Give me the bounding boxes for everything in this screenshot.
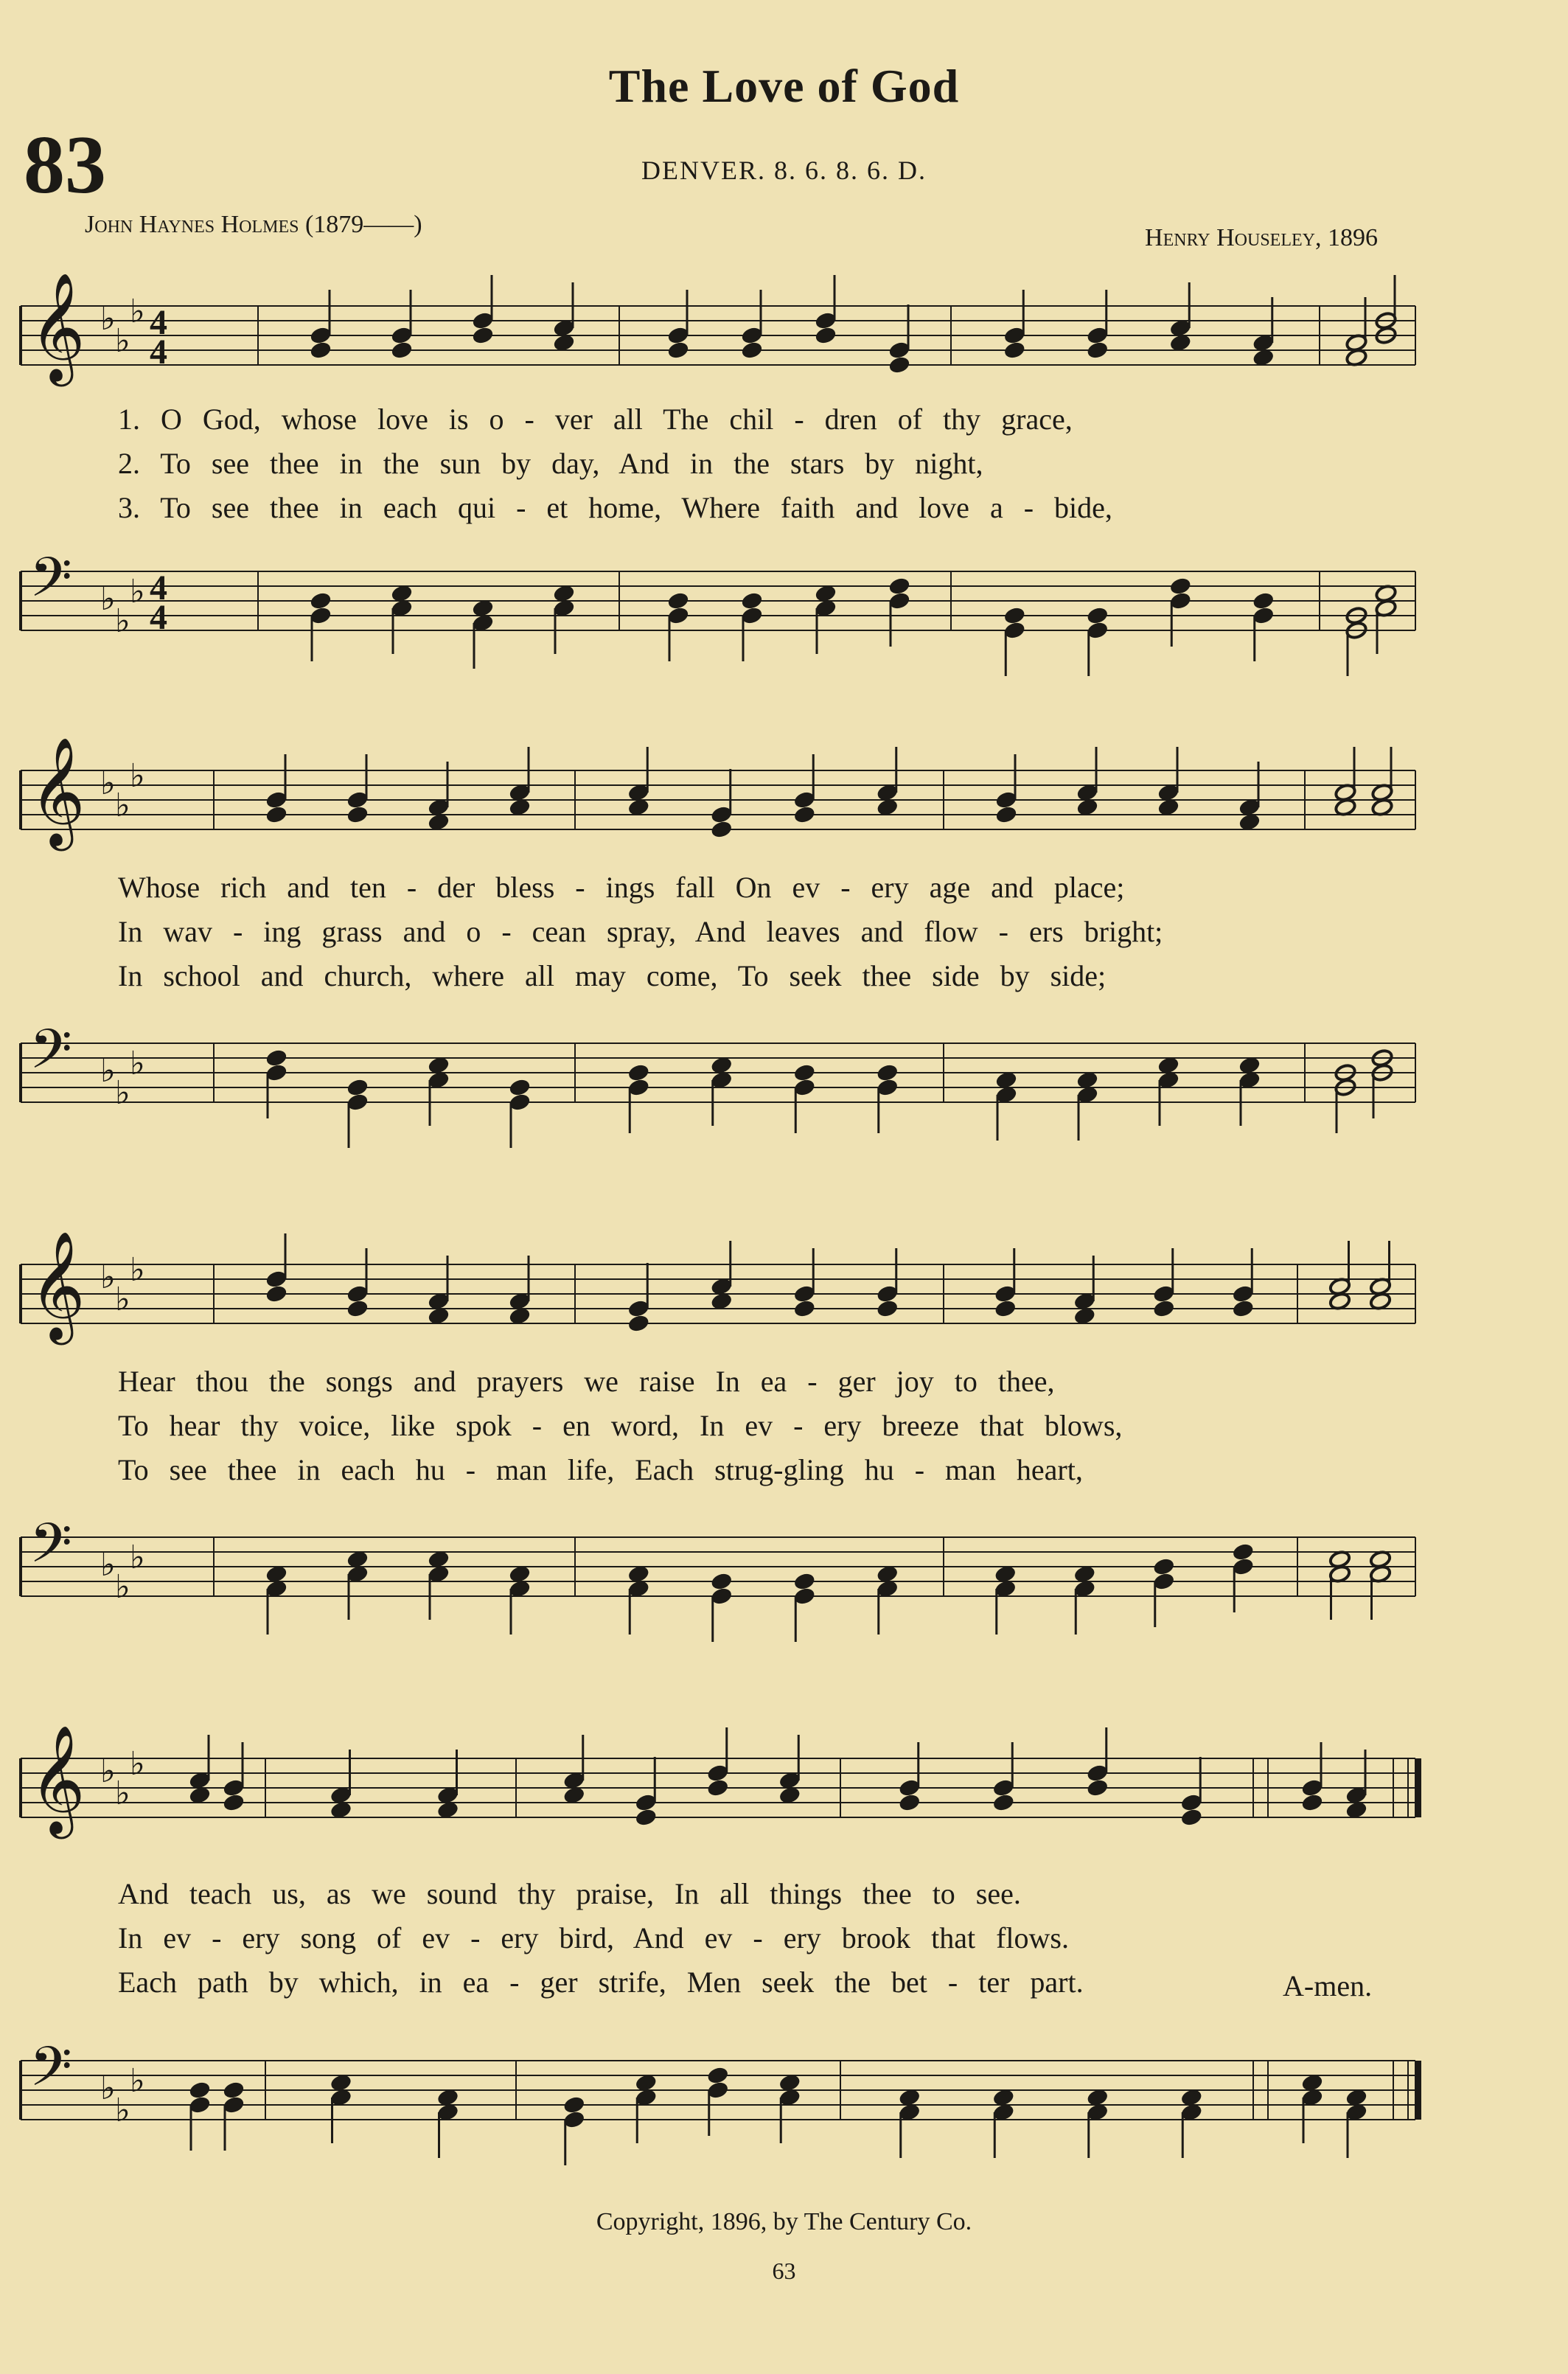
note-head: [635, 1808, 658, 1827]
flat-sign-icon: ♭: [115, 1074, 130, 1112]
flat-sign-icon: ♭: [115, 1775, 130, 1812]
lyric-line-verse-1: Whose rich and ten - der bless - ings fall On ev - ery age and place;: [118, 871, 1125, 904]
note-head: [1152, 1557, 1175, 1576]
note-head: [667, 341, 690, 360]
note-head: [706, 2066, 729, 2085]
bass-staff: [15, 1010, 1430, 1135]
note-head: [310, 591, 332, 610]
note-head: [1169, 577, 1192, 596]
lyric-line-verse-3: In school and church, where all may come, To seek thee side by side;: [118, 959, 1107, 992]
music-system-2: [15, 723, 1430, 1135]
note-head: [1301, 1793, 1324, 1812]
treble-staff: [15, 1231, 1430, 1357]
copyright-notice: Copyright, 1896, by The Century Co.: [596, 2208, 972, 2235]
note-head: [391, 341, 414, 360]
flat-sign-icon: ♭: [115, 2092, 130, 2129]
amen-lyric: A-men.: [1283, 1969, 1373, 2002]
bass-staff: [15, 1504, 1430, 1629]
lyric-line-verse-2: 2. To see thee in the sun by day, And in the stars by night,: [118, 447, 983, 480]
bass-clef-icon: 𝄢: [29, 1511, 72, 1589]
note-head: [741, 591, 764, 610]
note-head: [1086, 1778, 1109, 1797]
music-system-3: [15, 1216, 1430, 1629]
lyric-line-verse-1: And teach us, as we sound thy praise, In all things thee to see.: [118, 1877, 1021, 1910]
note-head: [793, 1299, 816, 1318]
note-head: [898, 1793, 921, 1812]
note-head: [710, 820, 733, 839]
note-head: [995, 805, 1018, 824]
bass-clef-icon: 𝄢: [29, 1017, 72, 1095]
lyric-line-verse-3: To see thee in each hu - man life, Each strug-gling hu - man heart,: [118, 1453, 1083, 1486]
flat-sign-icon: ♭: [130, 2062, 145, 2100]
note-head: [741, 341, 764, 360]
note-head: [876, 1299, 899, 1318]
page-number: 63: [772, 2258, 796, 2284]
note-head: [706, 1778, 729, 1797]
note-head: [223, 1793, 245, 1812]
treble-clef-icon: 𝄞: [29, 737, 86, 846]
note-head: [562, 2095, 585, 2114]
note-head: [265, 1284, 288, 1303]
treble-clef-icon: 𝄞: [29, 1724, 86, 1834]
note-head: [888, 577, 911, 596]
flat-sign-icon: ♭: [130, 573, 145, 610]
flat-sign-icon: ♭: [115, 1568, 130, 1606]
note-head: [710, 1572, 733, 1591]
composer-credit: Henry Houseley, 1896: [1145, 224, 1378, 251]
note-head: [1232, 1542, 1255, 1562]
lyric-line-verse-1: Hear thou the songs and prayers we raise In ea - ger joy to thee,: [118, 1365, 1055, 1398]
note-head: [992, 1793, 1015, 1812]
note-head: [1086, 341, 1109, 360]
note-head: [1003, 341, 1026, 360]
flat-sign-icon: ♭: [115, 322, 130, 360]
note-head: [1086, 606, 1109, 625]
note-head: [667, 591, 690, 610]
treble-staff: [15, 737, 1430, 863]
treble-staff: [15, 273, 1430, 398]
lyric-line-verse-1: 1. O God, whose love is o - ver all The chil - dren of thy grace,: [118, 403, 1073, 436]
note-head: [310, 341, 332, 360]
note-head: [815, 326, 837, 345]
flat-sign-icon: ♭: [100, 1752, 116, 1790]
treble-staff: [15, 1725, 1430, 1851]
music-system-4: [15, 1710, 1430, 2168]
note-head: [265, 1048, 288, 1068]
flat-sign-icon: ♭: [100, 765, 116, 802]
lyric-line-verse-2: In ev - ery song of ev - ery bird, And ev - ery brook that flows.: [118, 1921, 1069, 1954]
flat-sign-icon: ♭: [130, 293, 145, 330]
flat-sign-icon: ♭: [130, 1539, 145, 1576]
flat-sign-icon: ♭: [100, 300, 116, 338]
time-signature-top: 4: [150, 568, 167, 608]
lyric-line-verse-3: 3. To see thee in each qui - et home, Where faith and love a - bide,: [118, 491, 1112, 524]
flat-sign-icon: ♭: [100, 1546, 116, 1584]
hymn-number: 83: [24, 119, 106, 211]
flat-sign-icon: ♭: [100, 2070, 116, 2107]
hymn-title: The Love of God: [608, 60, 960, 112]
bass-staff: [15, 538, 1430, 664]
time-signature-bottom: 4: [150, 598, 167, 637]
note-head: [472, 326, 495, 345]
note-head: [793, 805, 816, 824]
note-head: [627, 1063, 650, 1082]
flat-sign-icon: ♭: [130, 1745, 145, 1783]
treble-clef-icon: 𝄞: [29, 272, 86, 382]
note-head: [793, 1572, 816, 1591]
flat-sign-icon: ♭: [130, 1045, 145, 1082]
note-head: [1152, 1299, 1175, 1318]
note-head: [1232, 1299, 1255, 1318]
note-head: [1252, 591, 1275, 610]
note-head: [189, 2081, 212, 2100]
flat-sign-icon: ♭: [115, 1281, 130, 1318]
time-signature-bottom: 4: [150, 333, 167, 372]
note-head: [509, 1078, 532, 1097]
note-head: [1003, 606, 1026, 625]
note-head: [994, 1299, 1017, 1318]
treble-clef-icon: 𝄞: [29, 1230, 86, 1340]
flat-sign-icon: ♭: [130, 757, 145, 795]
note-head: [627, 1314, 650, 1333]
note-head: [223, 2081, 245, 2100]
flat-sign-icon: ♭: [115, 787, 130, 824]
time-signature-top: 4: [150, 303, 167, 342]
flat-sign-icon: ♭: [100, 1259, 116, 1296]
lyric-line-verse-2: In wav - ing grass and o - cean spray, And leaves and flow - ers bright;: [118, 915, 1163, 948]
flat-sign-icon: ♭: [115, 602, 130, 640]
note-head: [1180, 1808, 1203, 1827]
note-head: [346, 1299, 369, 1318]
flat-sign-icon: ♭: [100, 1052, 116, 1090]
note-head: [346, 805, 369, 824]
tune-name: DENVER. 8. 6. 8. 6. D.: [641, 156, 927, 185]
note-head: [888, 355, 911, 375]
note-head: [265, 805, 288, 824]
bass-clef-icon: 𝄢: [29, 2035, 72, 2112]
note-head: [793, 1063, 816, 1082]
note-head: [876, 1063, 899, 1082]
note-head: [346, 1078, 369, 1097]
lyric-line-verse-2: To hear thy voice, like spok - en word, In ev - ery breeze that blows,: [118, 1409, 1123, 1442]
flat-sign-icon: ♭: [130, 1251, 145, 1289]
lyric-line-verse-3: Each path by which, in ea - ger strife, Men seek the bet - ter part.: [118, 1966, 1084, 1999]
bass-clef-icon: 𝄢: [29, 546, 72, 623]
author-credit: John Haynes Holmes (1879——): [85, 211, 422, 238]
bass-staff: [15, 2027, 1430, 2153]
music-system-1: [15, 258, 1430, 671]
flat-sign-icon: ♭: [100, 580, 116, 618]
